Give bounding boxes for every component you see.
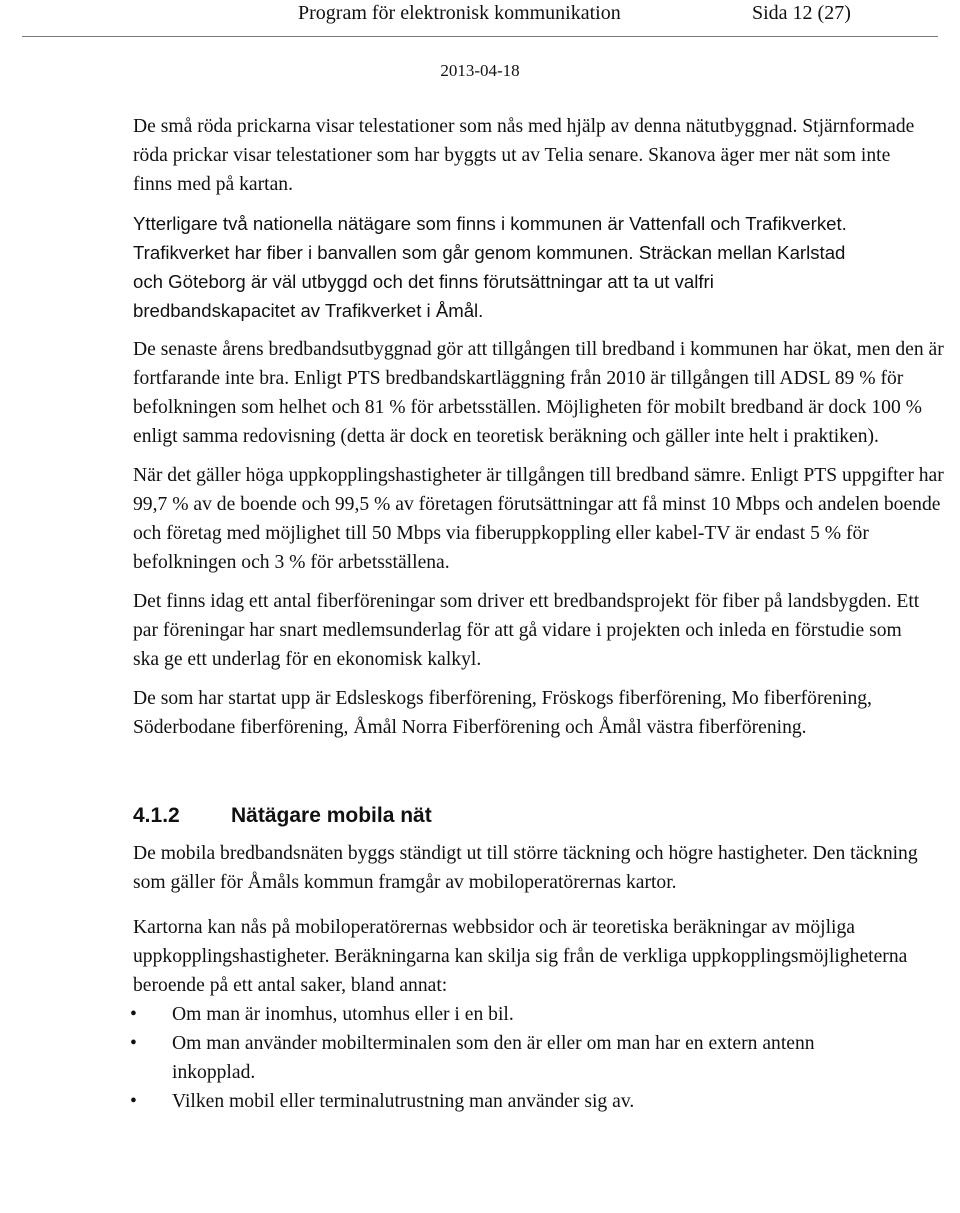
list-item: • Om man är inomhus, utomhus eller i en bil. [130,1000,953,1029]
header-title: Program för elektronisk kommunikation [298,2,621,24]
section-title: Nätägare mobila nät [231,804,432,827]
document-body [130,112,953,1116]
document-date: 2013-04-18 [440,61,520,80]
paragraph-map-legend: De små röda prickarna visar telestationer som nås med hjälp av denna nätutbyggnad. Stjärnformade röda prickar visar telestationer som har byggts ut av Telia senare. Skanova äger mer nät som inte finns med på kartan. [133,116,915,195]
page-number: Sida 12 (27) [752,2,851,24]
bullet-icon: • [130,1091,137,1112]
bullet-list [130,1000,953,1116]
section-heading [133,802,953,830]
list-item: • Om man använder mobilterminalen som den är eller om man har en extern antenn inkopplad. [130,1029,832,1087]
paragraph-started-associations: De som har startat upp är Edsleskogs fiberförening, Fröskogs fiberförening, Mo fiberförening, Söderbodane fiberförening, Åmål Norra Fiberförening och Åmål västra fiberförening. [133,688,872,738]
page-header [0,0,960,40]
header-divider [22,36,938,37]
paragraph-network-owners: Ytterligare två nationella nätägare som finns i kommunen är Vattenfall och Trafikverket. Trafikverket har fiber i banvallen som går genom kommunen. Sträckan mellan Karlstad och Göteborg är väl utbyggd och det finns förutsättningar att ta ut valfri bredbandskapacitet av Trafikverket i Åmål. [133,213,847,321]
section-number: 4.1.2 [133,804,180,827]
bullet-icon: • [130,1004,137,1025]
paragraph-coverage-maps: Kartorna kan nås på mobiloperatörernas webbsidor och är teoretiska beräkningar av möjliga uppkopplingshastigheter. Beräkningarna kan skilja sig från de verkliga uppkopplingsmöjligheterna beroende på ett antal saker, bland annat: [133,917,908,996]
list-item: • Vilken mobil eller terminalutrustning man använder sig av. [130,1087,953,1116]
paragraph-high-speed: När det gäller höga uppkopplingshastigheter är tillgången till bredband sämre. Enligt PTS uppgifter har 99,7 % av de boende och 99,5 % av företagen förutsättningar att få minst 10 Mbps och andelen boende och företag med möjlighet till 50 Mbps via fiberuppkoppling eller kabel-TV är endast 5 % för befolkningen och 3 % för arbetsställena. [133,465,944,573]
paragraph-broadband-access: De senaste årens bredbandsutbyggnad gör att tillgången till bredband i kommunen har ökat, men den är fortfarande inte bra. Enligt PTS bredbandskartläggning från 2010 är tillgången till ADSL 89 % för befolkningen som helhet och 81 % för arbetsställen. Möjligheten för mobilt bredband är dock 100 % enligt samma redovisning (detta är dock en teoretisk beräkning och gäller inte helt i praktiken). [133,339,944,447]
paragraph-mobile-networks: De mobila bredbandsnäten byggs ständigt ut till större täckning och högre hastigheter. Den täckning som gäller för Åmåls kommun framgår av mobiloperatörernas kartor. [133,843,918,893]
paragraph-fiber-associations: Det finns idag ett antal fiberföreningar som driver ett bredbandsprojekt för fiber på landsbygden. Ett par föreningar har snart medlemsunderlag för att gå vidare i projekten och inleda en förstudie som ska ge ett underlag för en ekonomisk kalkyl. [133,591,920,670]
bullet-icon: • [130,1033,137,1054]
